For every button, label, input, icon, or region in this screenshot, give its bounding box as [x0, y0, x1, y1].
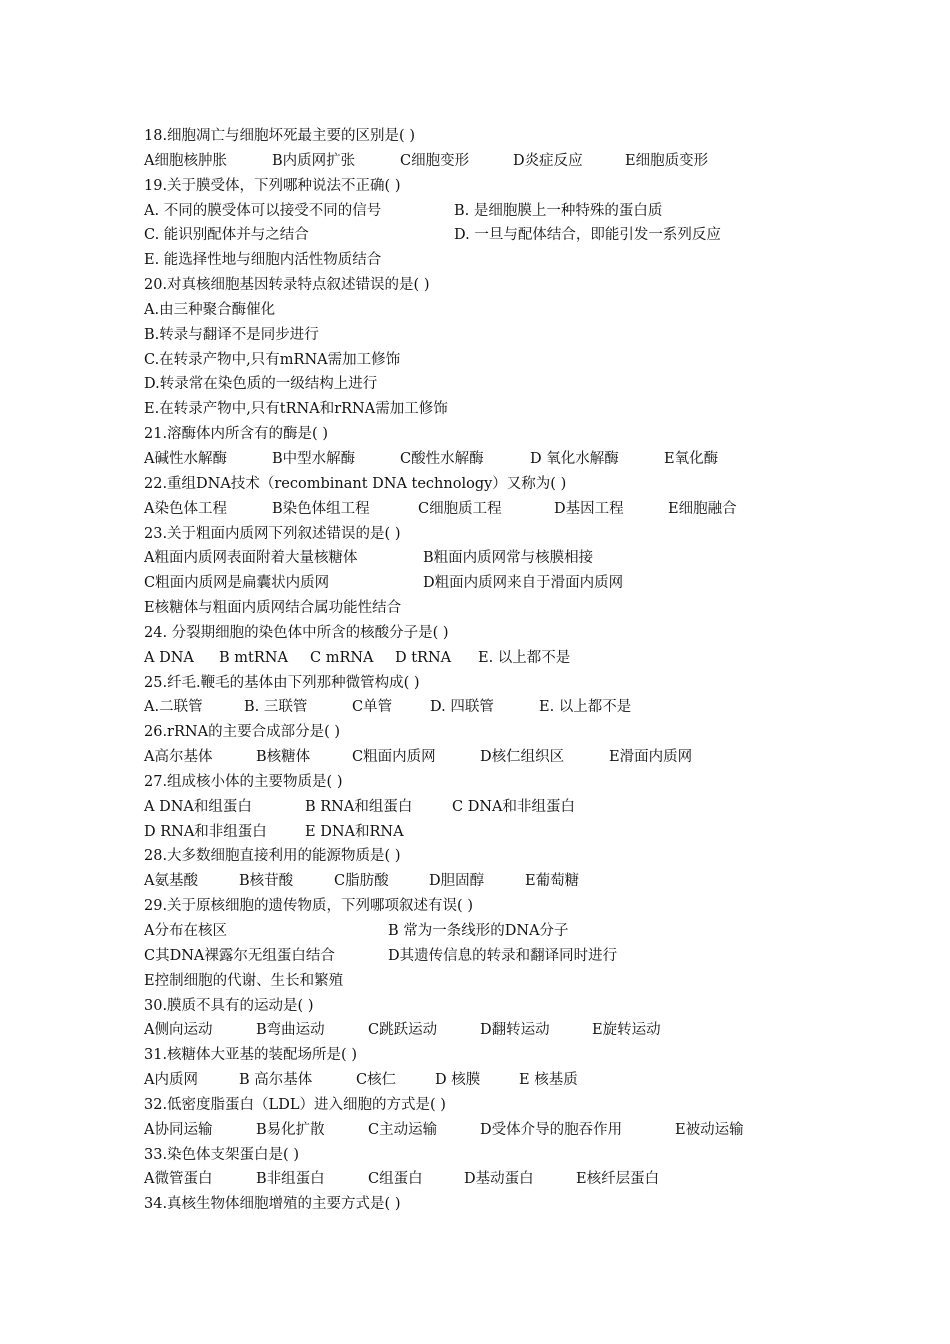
answer-option: D基因工程 [554, 500, 624, 517]
options-row [144, 298, 904, 323]
question-stem: 20.对真核细胞基因转录特点叙述错误的是( ) [144, 277, 430, 294]
question-stem: 21.溶酶体内所含有的酶是( ) [144, 426, 328, 443]
answer-option: D胆固醇 [429, 873, 485, 890]
answer-option: E旋转运动 [592, 1022, 661, 1039]
options-row [144, 348, 904, 373]
answer-option: B核糖体 [256, 749, 311, 766]
question-sheet [144, 124, 904, 1217]
options-row [144, 646, 904, 671]
answer-option: D tRNA [395, 649, 452, 666]
answer-option: A协同运输 [144, 1121, 213, 1138]
question-stem: 31.核糖体大亚基的装配场所是( ) [144, 1047, 357, 1064]
options-row [144, 497, 904, 522]
question-stem: 27.组成核小体的主要物质是( ) [144, 773, 343, 790]
answer-option: D基动蛋白 [464, 1171, 534, 1188]
answer-option: A内质网 [144, 1072, 198, 1089]
answer-option: E DNA和RNA [305, 823, 404, 840]
answer-option: C细胞变形 [400, 152, 470, 169]
answer-option: B染色体组工程 [272, 500, 370, 517]
answer-option: C. 能识别配体并与之结合 [144, 227, 309, 244]
answer-option: C.在转录产物中,只有mRNA需加工修饰 [144, 351, 401, 368]
options-row [144, 223, 904, 248]
answer-option: B内质网扩张 [272, 152, 356, 169]
answer-option: D核仁组织区 [480, 749, 565, 766]
answer-option: C mRNA [310, 649, 374, 666]
options-row [144, 596, 904, 621]
answer-option: C主动运输 [368, 1121, 438, 1138]
answer-option: B易化扩散 [256, 1121, 325, 1138]
answer-option: B. 是细胞膜上一种特殊的蛋白质 [454, 202, 663, 219]
options-row [144, 447, 904, 472]
answer-option: B中型水解酶 [272, 450, 356, 467]
options-row [144, 919, 904, 944]
answer-option: C酸性水解酶 [400, 450, 484, 467]
question-stem: 22.重组DNA技术（recombinant DNA technology）又称为( ) [144, 475, 567, 492]
answer-option: E 核基质 [519, 1072, 578, 1089]
answer-option: E. 以上都不是 [478, 649, 571, 666]
answer-option: D其遗传信息的转录和翻译同时进行 [388, 947, 618, 964]
answer-option: A粗面内质网表面附着大量核糖体 [144, 550, 358, 567]
question-stem: 25.纤毛.鞭毛的基体由下列那种微管构成( ) [144, 674, 420, 691]
answer-option: D 氧化水解酶 [530, 450, 619, 467]
question-stem: 30.膜质不具有的运动是( ) [144, 997, 314, 1014]
options-row [144, 1167, 904, 1192]
answer-option: E细胞质变形 [625, 152, 709, 169]
options-row [144, 820, 904, 845]
answer-option: D. 四联管 [430, 699, 494, 716]
answer-option: E. 能选择性地与细胞内活性物质结合 [144, 252, 382, 269]
answer-option: A细胞核肿胀 [144, 152, 227, 169]
answer-option: E被动运输 [675, 1121, 744, 1138]
answer-option: E核纤层蛋白 [576, 1171, 660, 1188]
options-row [144, 869, 904, 894]
options-row [144, 1118, 904, 1143]
answer-option: C跳跃运动 [368, 1022, 438, 1039]
question-stem: 24. 分裂期细胞的染色体中所含的核酸分子是( ) [144, 624, 449, 641]
answer-option: B 常为一条线形的DNA分子 [388, 923, 569, 939]
options-row [144, 372, 904, 397]
answer-option: B RNA和组蛋白 [305, 798, 413, 815]
answer-option: A DNA和组蛋白 [144, 798, 252, 815]
answer-option: D翻转运动 [480, 1022, 550, 1039]
answer-option: B 高尔基体 [239, 1072, 313, 1089]
answer-option: C其DNA裸露尔无组蛋白结合 [144, 947, 335, 964]
options-row [144, 397, 904, 422]
question-stem: 33.染色体支架蛋白是( ) [144, 1146, 299, 1163]
answer-option: C组蛋白 [368, 1171, 423, 1188]
answer-option: E葡萄糖 [525, 873, 580, 890]
answer-option: E氧化酶 [664, 450, 719, 467]
answer-option: D炎症反应 [513, 152, 583, 169]
answer-option: A碱性水解酶 [144, 450, 227, 467]
answer-option: C脂肪酸 [334, 873, 389, 890]
options-row [144, 795, 904, 820]
answer-option: B核苷酸 [239, 873, 294, 890]
answer-option: B. 三联管 [244, 699, 308, 716]
answer-option: E.在转录产物中,只有tRNA和rRNA需加工修饰 [144, 401, 448, 418]
question-stem: 23.关于粗面内质网下列叙述错误的是( ) [144, 525, 401, 542]
answer-option: E控制细胞的代谢、生长和繁殖 [144, 972, 344, 989]
answer-option: E细胞融合 [668, 500, 737, 517]
options-row [144, 323, 904, 348]
question-stem: 19.关于膜受体，下列哪种说法不正确( ) [144, 177, 401, 194]
answer-option: D RNA和非组蛋白 [144, 823, 267, 840]
options-row [144, 1068, 904, 1093]
options-row [144, 1018, 904, 1043]
answer-option: D受体介导的胞吞作用 [480, 1121, 623, 1138]
question-stem: 32.低密度脂蛋白（LDL）进入细胞的方式是( ) [144, 1096, 446, 1113]
answer-option: B粗面内质网常与核膜相接 [423, 550, 594, 567]
answer-option: C粗面内质网 [352, 749, 436, 766]
question-stem: 34.真核生物体细胞增殖的主要方式是( ) [144, 1196, 401, 1213]
options-row [144, 695, 904, 720]
options-row [144, 944, 904, 969]
options-row [144, 571, 904, 596]
answer-option: E滑面内质网 [609, 749, 693, 766]
answer-option: B.转录与翻译不是同步进行 [144, 326, 319, 343]
options-row [144, 745, 904, 770]
question-stem: 18.细胞凋亡与细胞坏死最主要的区别是( ) [144, 128, 415, 144]
options-row [144, 546, 904, 571]
answer-option: D粗面内质网来自于滑面内质网 [423, 575, 624, 592]
answer-option: A分布在核区 [144, 923, 227, 939]
answer-option: B非组蛋白 [256, 1171, 325, 1188]
question-stem: 29.关于原核细胞的遗传物质，下列哪项叙述有误( ) [144, 898, 473, 915]
answer-option: E. 以上都不是 [539, 699, 632, 716]
answer-option: A DNA [144, 649, 194, 666]
answer-option: B mtRNA [219, 649, 288, 666]
options-row [144, 149, 904, 174]
options-row [144, 969, 904, 994]
answer-option: C粗面内质网是扁囊状内质网 [144, 575, 330, 592]
answer-option: A.二联管 [144, 699, 203, 716]
answer-option: D. 一旦与配体结合，即能引发一系列反应 [454, 227, 721, 244]
answer-option: B弯曲运动 [256, 1022, 325, 1039]
answer-option: A氨基酸 [144, 873, 198, 890]
answer-option: C细胞质工程 [418, 500, 502, 517]
answer-option: C核仁 [356, 1072, 397, 1089]
question-stem: 26.rRNA的主要合成部分是( ) [144, 724, 340, 741]
answer-option: E核糖体与粗面内质网结合属功能性结合 [144, 600, 402, 617]
options-row [144, 248, 904, 273]
answer-option: A. 不同的膜受体可以接受不同的信号 [144, 202, 382, 219]
answer-option: A染色体工程 [144, 500, 227, 517]
answer-option: D 核膜 [435, 1072, 481, 1089]
answer-option: A侧向运动 [144, 1022, 213, 1039]
answer-option: A.由三种聚合酶催化 [144, 301, 276, 318]
answer-option: A高尔基体 [144, 749, 213, 766]
answer-option: C DNA和非组蛋白 [452, 798, 575, 815]
answer-option: A微管蛋白 [144, 1171, 213, 1188]
answer-option: D.转录常在染色质的一级结构上进行 [144, 376, 378, 393]
options-row [144, 199, 904, 224]
question-stem: 28.大多数细胞直接利用的能源物质是( ) [144, 848, 401, 865]
answer-option: C单管 [352, 699, 393, 716]
